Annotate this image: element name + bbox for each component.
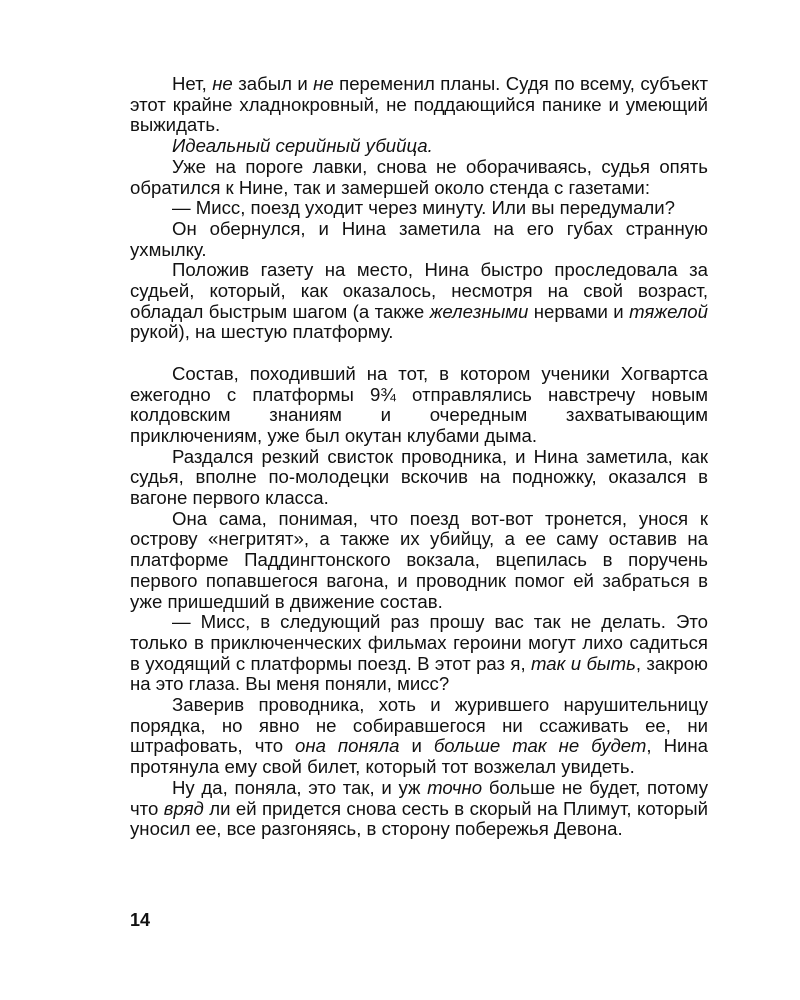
text-run: ли ей придется снова сесть в скорый на Плимут, который уносил ее, все разгоняясь, в сторону побережья Девона. xyxy=(130,797,708,840)
text-run: рукой), на шестую платформу. xyxy=(130,321,394,343)
italic-text: вряд xyxy=(163,797,204,819)
text-run: , закрою на это глаза. Вы меня поняли, мисс? xyxy=(130,652,708,695)
italic-text: она поняла xyxy=(295,735,400,757)
paragraph-list xyxy=(130,74,708,840)
text-run: Состав, походивший на тот, в котором ученики Хогвартса ежегодно с платформы 9¾ отправлялись навстречу новым колдовским знаниям и очередным захватывающим приключениям, уже был окутан клубами дыма. xyxy=(130,362,708,446)
text-run: Нет, xyxy=(172,73,213,94)
paragraph xyxy=(130,447,708,509)
paragraph xyxy=(130,612,708,695)
italic-text: точно xyxy=(427,776,483,798)
paragraph xyxy=(130,198,708,219)
paragraph xyxy=(130,157,708,198)
paragraph xyxy=(130,219,708,260)
text-run: — Мисс, поезд уходит через минуту. Или вы передумали? xyxy=(172,197,675,219)
paragraph xyxy=(130,509,708,613)
text-run: , Нина протянула ему свой билет, который тот возжелал увидеть. xyxy=(130,735,708,778)
paragraph xyxy=(130,364,708,447)
italic-text: железными xyxy=(429,300,529,322)
text-run: Раздался резкий свисток проводника, и Нина заметила, как судья, вполне по-молодецки вскочив на подножку, оказался в вагоне первого класса. xyxy=(130,445,708,509)
text-run: Положив газету на место, Нина быстро проследовала за судьей, который, как оказалось, несмотря на свой возраст, обладал быстрым шагом (а также xyxy=(130,259,708,322)
document-body xyxy=(130,74,708,840)
italic-text: Идеальный серийный убийца. xyxy=(172,135,433,157)
text-run: переменил планы. Судя по всему, субъект этот крайне хладнокровный, не поддающийся панике и умеющий выжидать. xyxy=(130,73,708,136)
paragraph xyxy=(130,136,708,157)
text-run: забыл и xyxy=(232,73,314,94)
text-run: Она сама, понимая, что поезд вот-вот тронется, унося к острову «негритят», а также их убийцу, а ее саму оставив на платформе Паддингтонского вокзала, вцепилась в поручень первого попавшегося вагона, и проводник помог ей забраться в уже пришедший в движение состав. xyxy=(130,507,708,612)
text-run: нервами и xyxy=(528,300,630,322)
italic-text: не xyxy=(212,73,233,94)
italic-text: так и быть xyxy=(531,652,636,674)
text-run: — Мисс, в следующий раз прошу вас так не делать. Это только в приключенческих фильмах героини могут лихо садиться в уходящий с платформы поезд. В этот раз я, xyxy=(130,611,708,674)
italic-text: не xyxy=(313,73,334,94)
text-run: Уже на пороге лавки, снова не оборачиваясь, судья опять обратился к Нине, так и замершей около стенда с газетами: xyxy=(130,155,708,198)
paragraph xyxy=(130,74,708,136)
text-run: и xyxy=(399,735,434,757)
text-run: больше не будет, потому что xyxy=(130,776,708,819)
paragraph xyxy=(130,260,708,343)
text-run: Он обернулся, и Нина заметила на его губах странную ухмылку. xyxy=(130,217,708,260)
italic-text: тяжелой xyxy=(629,300,708,322)
paragraph xyxy=(130,778,708,840)
text-run: Ну да, поняла, это так, и уж xyxy=(172,776,428,798)
text-run: Заверив проводника, хоть и журившего нарушительницу порядка, но явно не собиравшегося ни ссаживать ее, ни штрафовать, что xyxy=(130,694,708,757)
page-number: 14 xyxy=(130,910,151,930)
paragraph xyxy=(130,695,708,778)
italic-text: больше так не будет xyxy=(433,735,647,757)
